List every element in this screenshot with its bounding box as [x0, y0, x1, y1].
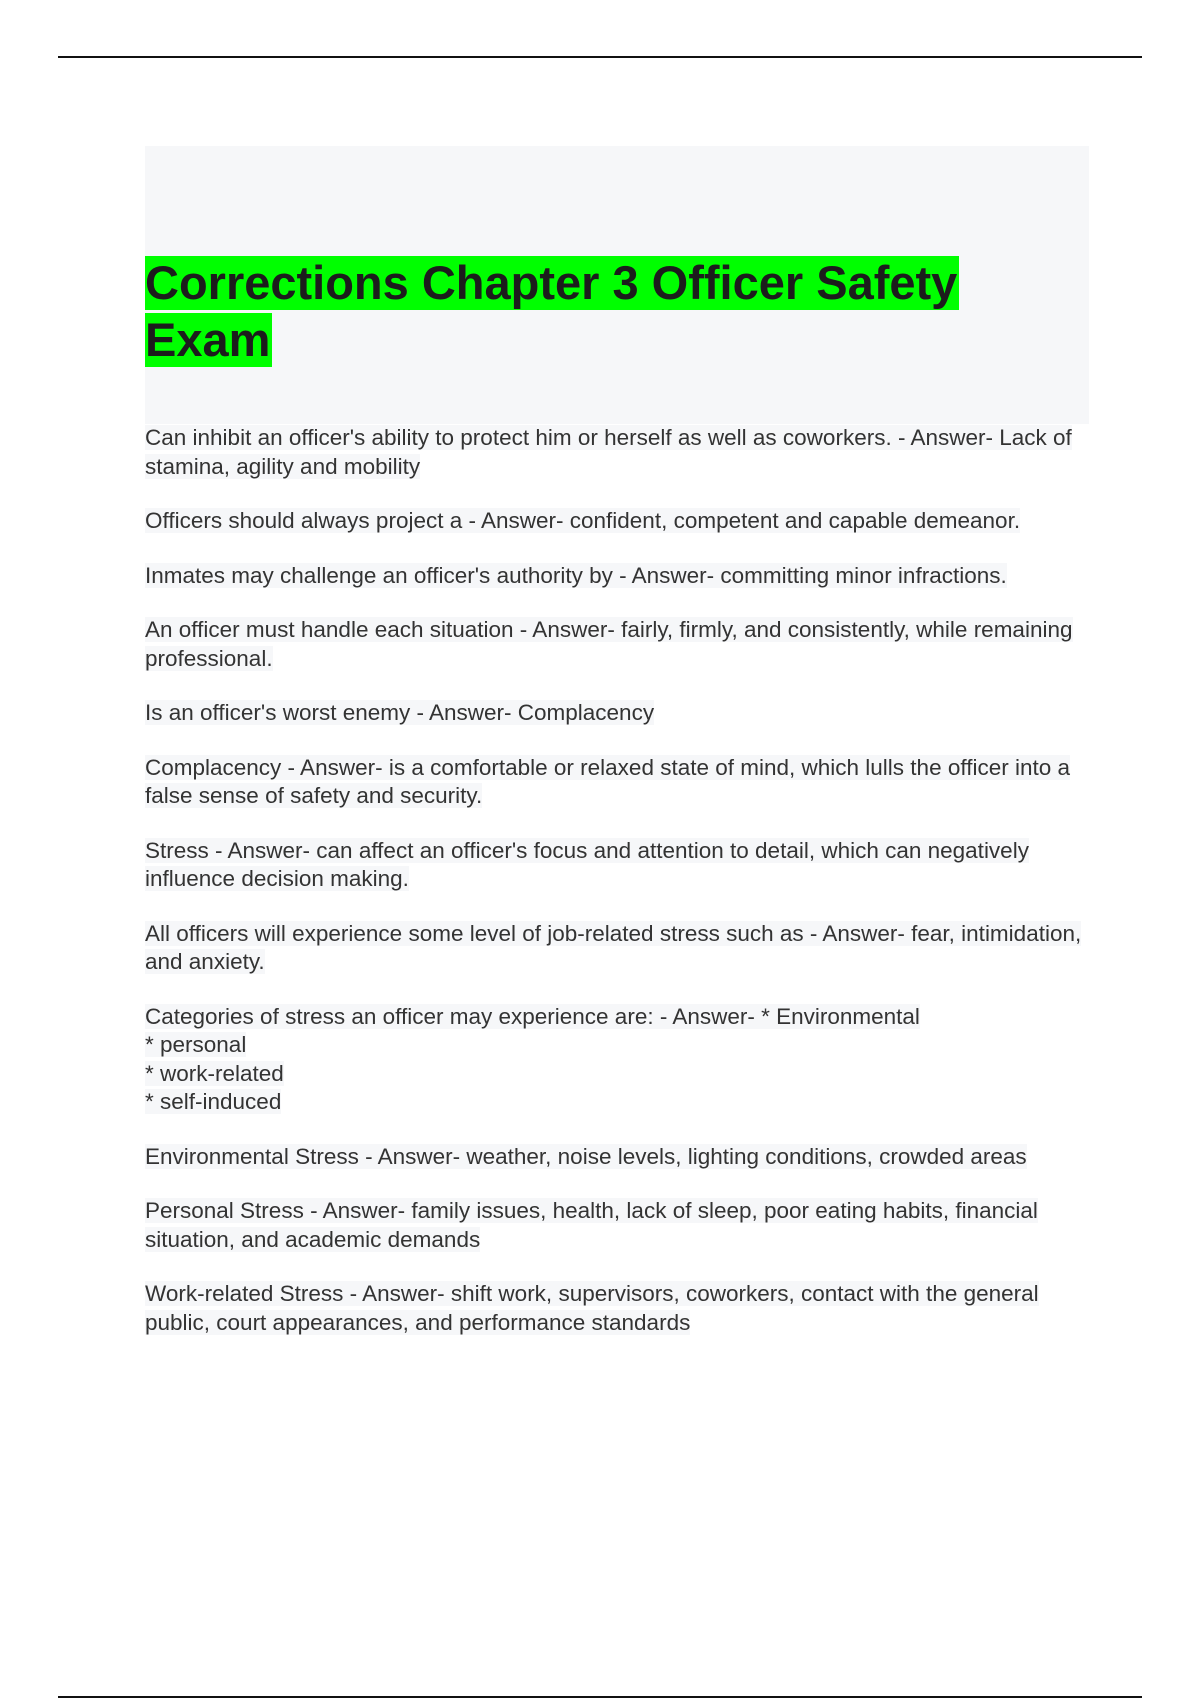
- qa-item: Is an officer's worst enemy - Answer- Complacency: [145, 700, 655, 725]
- qa-item: Stress - Answer- can affect an officer's focus and attention to detail, which can negatively influence decision making.: [145, 837, 1029, 891]
- qa-list: [145, 424, 1085, 1363]
- qa-item: Environmental Stress - Answer- weather, noise levels, lighting conditions, crowded areas: [145, 1143, 1027, 1169]
- qa-item: Work-related Stress - Answer- shift work, supervisors, coworkers, contact with the general public, court appearances, and performance standards: [145, 1281, 1039, 1335]
- qa-item: Can inhibit an officer's ability to protect him or herself as well as coworkers. - Answer- Lack of stamina, agility and mobility: [145, 425, 1072, 479]
- title-block: [145, 146, 1089, 424]
- qa-item: Personal Stress - Answer- family issues, health, lack of sleep, poor eating habits, financial situation, and academic demands: [145, 1198, 1038, 1252]
- qa-item: All officers will experience some level of job-related stress such as - Answer- fear, intimidation, and anxiety.: [145, 920, 1082, 974]
- qa-item: Officers should always project a - Answer- confident, competent and capable demeanor.: [145, 508, 1021, 533]
- bottom-rule: [58, 1696, 1142, 1698]
- document-title-text: Corrections Chapter 3 Officer Safety Exam: [145, 256, 958, 366]
- qa-item: Categories of stress an officer may experience are: - Answer- * Environmental * personal * work-related * self-induced: [145, 1003, 920, 1114]
- qa-item: An officer must handle each situation - Answer- fairly, firmly, and consistently, while remaining professional.: [145, 617, 1073, 671]
- document-title: [145, 254, 1089, 368]
- qa-item: Inmates may challenge an officer's authority by - Answer- committing minor infractions.: [145, 562, 1007, 588]
- qa-item: Complacency - Answer- is a comfortable or relaxed state of mind, which lulls the officer into a false sense of safety and security.: [145, 754, 1070, 808]
- top-rule: [58, 56, 1142, 58]
